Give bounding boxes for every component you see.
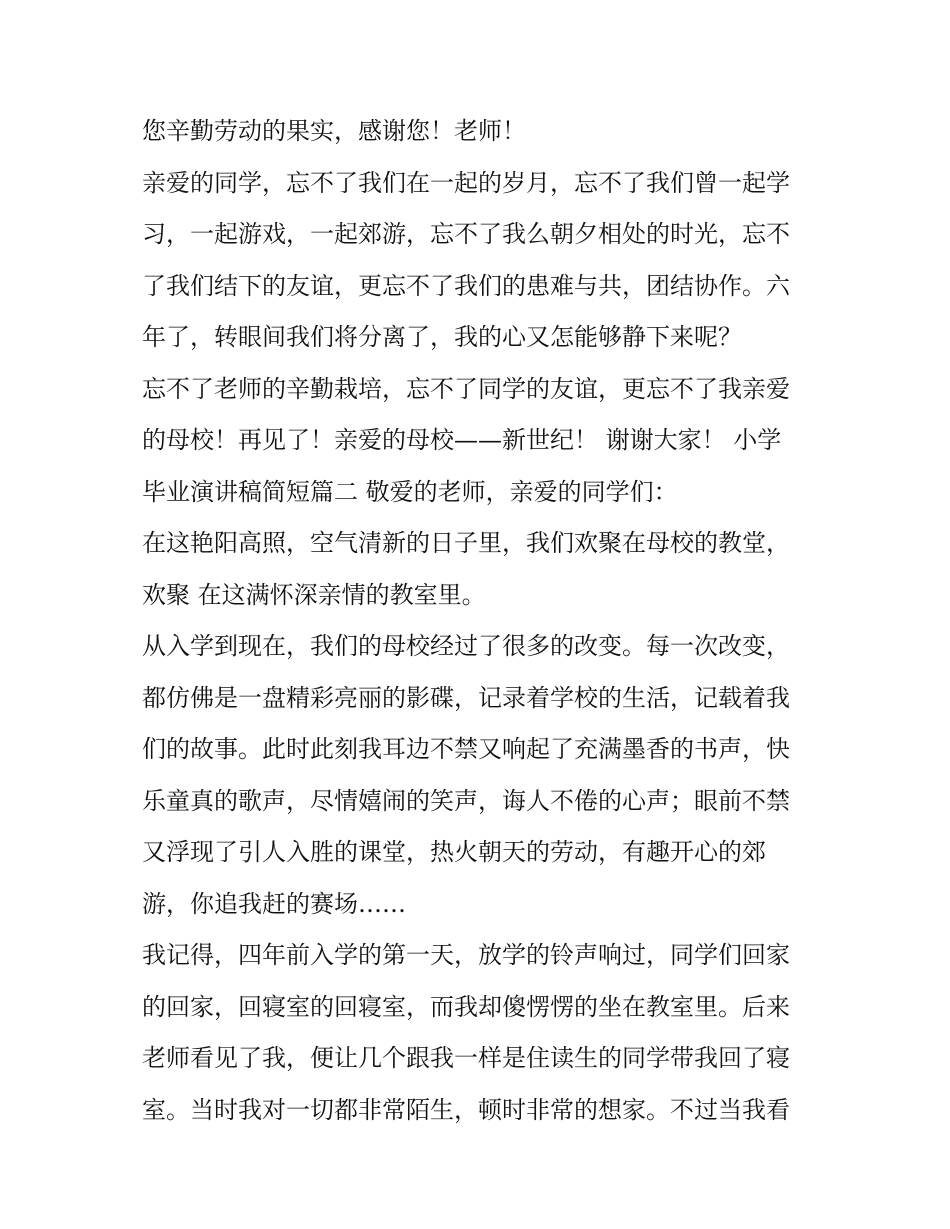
text-line: 又浮现了引人入胜的课堂，热火朝天的劳动，有趣开心的郊 xyxy=(142,838,766,866)
document-body xyxy=(142,106,822,1136)
text-line: 的回家，回寝室的回寝室，而我却傻愣愣的坐在教室里。后来 xyxy=(142,992,790,1021)
text-line: 老师看见了我，便让几个跟我一样是住读生的同学带我回了寝 xyxy=(142,1044,790,1072)
text-line: 了我们结下的友谊，更忘不了我们的患难与共，团结协作。六 xyxy=(142,271,790,300)
text-line: 游，你追我赶的赛场…… xyxy=(142,889,406,918)
text-line: 年了，转眼间我们将分离了，我的心又怎能够静下来呢？ xyxy=(142,323,742,351)
text-line: 我记得，四年前入学的第一天，放学的铃声响过，同学们回家 xyxy=(142,941,790,969)
text-line: 忘不了老师的辛勤栽培，忘不了同学的友谊，更忘不了我亲爱 xyxy=(142,374,790,403)
text-line: 习，一起游戏，一起郊游，忘不了我么朝夕相处的时光，忘不 xyxy=(142,220,790,248)
text-line: 乐童真的歌声，尽情嬉闹的笑声，诲人不倦的心声；眼前不禁 xyxy=(142,786,790,815)
text-line: 从入学到现在，我们的母校经过了很多的改变。每一次改变， xyxy=(142,632,790,660)
text-line: 您辛勤劳动的果实，感谢您！老师！ xyxy=(142,117,526,145)
text-line: 都仿佛是一盘精彩亮丽的影碟，记录着学校的生活，记载着我 xyxy=(142,683,790,712)
text-line: 的母校！再见了！亲爱的母校——新世纪！ 谢谢大家！ 小学 xyxy=(142,426,782,454)
text-line: 在这艳阳高照，空气清新的日子里，我们欢聚在母校的教堂， xyxy=(142,529,790,557)
text-line: 欢聚 在这满怀深亲情的教室里。 xyxy=(142,580,486,609)
text-line: 毕业演讲稿简短篇二 敬爱的老师，亲爱的同学们： xyxy=(142,477,678,506)
text-line: 室。当时我对一切都非常陌生，顿时非常的想家。不过当我看 xyxy=(142,1095,790,1124)
text-line: 亲爱的同学，忘不了我们在一起的岁月，忘不了我们曾一起学 xyxy=(142,168,790,197)
text-line: 们的故事。此时此刻我耳边不禁又响起了充满墨香的书声，快 xyxy=(142,735,790,763)
